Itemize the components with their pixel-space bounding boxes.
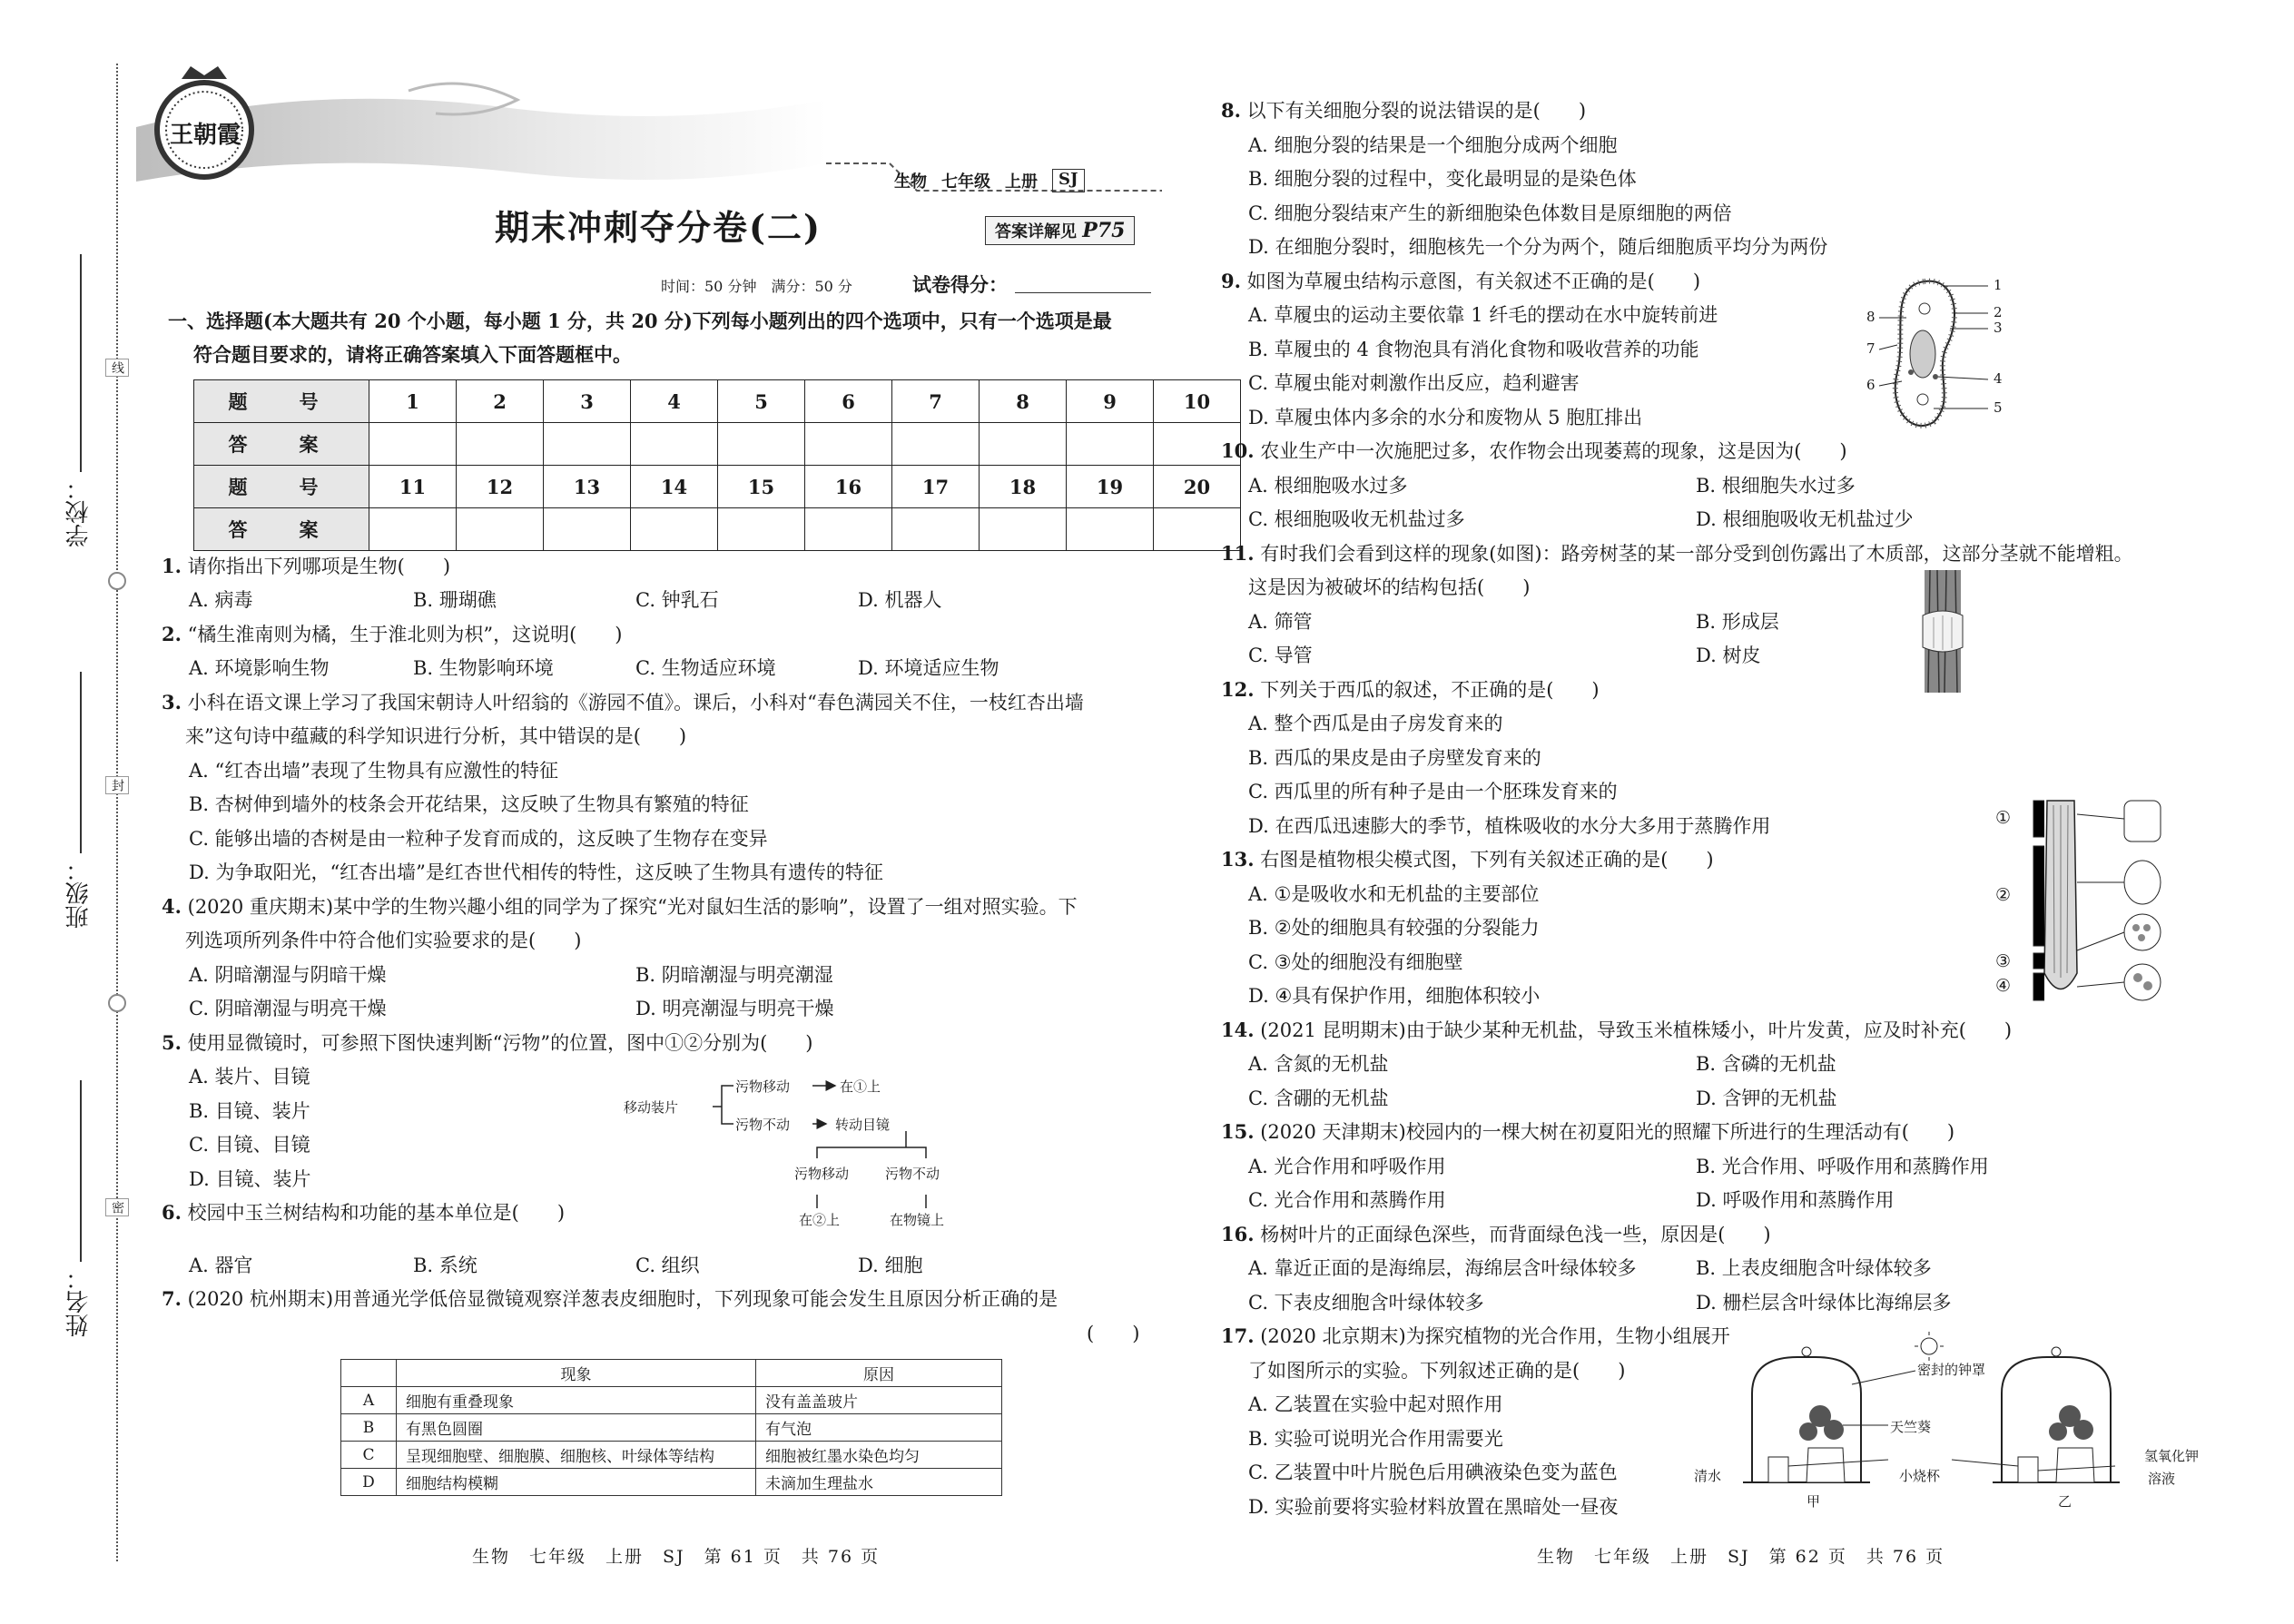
q8-option-a[interactable]: A. 细胞分裂的结果是一个细胞分成两个细胞 — [1248, 134, 1618, 156]
row-reason: 有气泡 — [756, 1414, 1002, 1442]
answer-blank[interactable] — [1067, 508, 1154, 551]
question-3 — [162, 686, 1084, 719]
num-cell: 7 — [892, 380, 980, 423]
question-number: 10. — [1221, 439, 1255, 462]
question-number: 16. — [1221, 1223, 1255, 1245]
num-cell: 16 — [805, 466, 892, 508]
row-reason: 细胞被红墨水染色均匀 — [756, 1442, 1002, 1469]
q10-option-b[interactable]: B. 根细胞失水过多 — [1696, 475, 1856, 497]
q17-option-c[interactable]: C. 乙装置中叶片脱色后用碘液染色变为蓝色 — [1248, 1462, 1618, 1483]
row-reason: 没有盖盖玻片 — [756, 1387, 1002, 1414]
name-field-line — [80, 1080, 82, 1262]
fig17-solution: 溶液 — [2148, 1471, 2176, 1487]
question-10 — [1221, 435, 1847, 468]
q9-option-b[interactable]: B. 草履虫的 4 食物泡具有消化食物和吸收营养的功能 — [1248, 339, 1699, 360]
q12-option-d[interactable]: D. 在西瓜迅速膨大的季节，植株吸收的水分大多用于蒸腾作用 — [1248, 815, 1771, 837]
q10-option-d[interactable]: D. 根细胞吸收无机盐过少 — [1696, 508, 1914, 530]
question-1 — [162, 550, 450, 583]
question-number: 8. — [1221, 99, 1241, 122]
answer-ref-badge — [985, 216, 1135, 245]
volume-tag: 上册 — [1005, 172, 1038, 192]
answer-blank[interactable] — [718, 423, 805, 466]
q14-option-b[interactable]: B. 含磷的无机盐 — [1696, 1053, 1836, 1075]
section1-instructions-line1: 一、选择题(本大题共有 20 个小题，每小题 1 分，共 20 分)下列每小题列出的四个选项中，只有一个选项是最 — [168, 310, 1112, 332]
q3-option-b[interactable]: B. 杏树伸到墙外的枝条会开花结果，这反映了生物具有繁殖的特征 — [189, 793, 749, 815]
binding-dotted-line — [116, 64, 118, 1561]
fig9-label-1: 1 — [1994, 277, 2003, 293]
row-reason: 未滴加生理盐水 — [756, 1469, 1002, 1496]
q15-option-b[interactable]: B. 光合作用、呼吸作用和蒸腾作用 — [1696, 1156, 1989, 1177]
num-label: 题 号 — [194, 380, 369, 423]
q6-option-d[interactable]: D. 细胞 — [858, 1255, 923, 1276]
question-stem: (2020 天津期末)校园内的一棵大树在初夏阳光的照耀下所进行的生理活动有( ) — [1260, 1121, 1955, 1143]
question-2 — [162, 618, 622, 651]
num-cell: 14 — [631, 466, 718, 508]
answer-blank[interactable] — [892, 508, 980, 551]
question-stem: 小科在语文课上学习了我国宋朝诗人叶绍翁的《游园不值》。课后，小科对“春色满园关不住，一枝红杏出墙 — [187, 692, 1084, 714]
binding-hole-top — [108, 572, 126, 590]
score-label: 试卷得分： — [912, 273, 1008, 296]
q1-option-a[interactable]: A. 病毒 — [189, 589, 253, 611]
q11-option-c[interactable]: C. 导管 — [1248, 645, 1313, 666]
q2-option-b[interactable]: B. 生物影响环境 — [413, 657, 554, 679]
answer-blank[interactable] — [544, 423, 631, 466]
num-cell: 20 — [1154, 466, 1241, 508]
q16-option-c[interactable]: C. 下表皮细胞含叶绿体较多 — [1248, 1292, 1484, 1314]
question-number: 3. — [162, 691, 182, 714]
num-cell: 9 — [1067, 380, 1154, 423]
row-letter: A — [341, 1387, 397, 1414]
grade-tag: 七年级 — [941, 172, 990, 192]
q7-phenomenon-table — [340, 1359, 1002, 1496]
question-number: 11. — [1221, 542, 1255, 565]
answer-blank[interactable] — [980, 508, 1067, 551]
q15-option-d[interactable]: D. 呼吸作用和蒸腾作用 — [1696, 1189, 1895, 1211]
q10-option-c[interactable]: C. 根细胞吸收无机盐过多 — [1248, 508, 1465, 530]
q1-option-d[interactable]: D. 机器人 — [858, 589, 942, 611]
question-number: 2. — [162, 623, 182, 645]
fig9-label-8: 8 — [1866, 309, 1876, 325]
answer-blank[interactable] — [805, 423, 892, 466]
fig13-label-4: ④ — [1995, 976, 2012, 996]
num-cell: 8 — [980, 380, 1067, 423]
answer-blank[interactable] — [805, 508, 892, 551]
answer-blank[interactable] — [631, 508, 718, 551]
answer-blank[interactable] — [457, 508, 544, 551]
q13-option-b[interactable]: B. ②处的细胞具有较强的分裂能力 — [1248, 917, 1540, 939]
binding-hole-bottom — [108, 994, 126, 1012]
edition-tag: SJ — [1052, 169, 1085, 192]
q15-option-c[interactable]: C. 光合作用和蒸腾作用 — [1248, 1189, 1446, 1211]
table-header-row — [341, 1360, 1002, 1387]
question-9 — [1221, 265, 1700, 298]
question-stem: 右图是植物根尖模式图，下列有关叙述正确的是( ) — [1260, 849, 1714, 871]
num-cell: 12 — [457, 466, 544, 508]
q17-option-b[interactable]: B. 实验可说明光合作用需要光 — [1248, 1428, 1503, 1450]
answer-ref-page: P75 — [1082, 219, 1126, 242]
q11-option-a[interactable]: A. 筛管 — [1248, 611, 1313, 633]
fig9-label-4: 4 — [1994, 370, 2003, 387]
q12-option-c[interactable]: C. 西瓜里的所有种子是由一个胚珠发育来的 — [1248, 781, 1618, 802]
q16-option-d[interactable]: D. 栅栏层含叶绿体比海绵层多 — [1696, 1292, 1952, 1314]
fig17-beaker: 小烧杯 — [1899, 1468, 1941, 1484]
footer-left: 生物 七年级 上册 SJ 第 61 页 共 76 页 — [472, 1547, 881, 1567]
num-cell: 15 — [718, 466, 805, 508]
row-phenomenon: 有黑色圆圈 — [397, 1414, 756, 1442]
flow-dirt-moves-2: 污物移动 — [794, 1166, 850, 1182]
table-row — [341, 1469, 1002, 1496]
fig9-label-3: 3 — [1994, 320, 2003, 336]
flow-on-2: 在②上 — [799, 1212, 841, 1228]
answer-row-blanks-2 — [194, 508, 1241, 551]
tree-trunk-diagram — [1915, 570, 1970, 693]
q3-option-c[interactable]: C. 能够出墙的杏树是由一粒种子发育而成的，这反映了生物存在变异 — [189, 828, 768, 850]
question-number: 7. — [162, 1287, 182, 1310]
q1-option-c[interactable]: C. 钟乳石 — [635, 589, 719, 611]
question-stem: 下列关于西瓜的叙述，不正确的是( ) — [1260, 679, 1600, 701]
fig17-yi: 乙 — [2058, 1493, 2072, 1510]
answer-row-numbers-2 — [194, 466, 1241, 508]
flow-move-slide: 移动装片 — [624, 1099, 679, 1116]
table-row — [341, 1414, 1002, 1442]
row-letter: C — [341, 1442, 397, 1469]
q4-option-b[interactable]: B. 阴暗潮湿与明亮潮湿 — [635, 964, 833, 986]
q6-option-a[interactable]: A. 器官 — [189, 1255, 253, 1276]
question-number: 5. — [162, 1031, 182, 1054]
q2-option-d[interactable]: D. 环境适应生物 — [858, 657, 999, 679]
fig17-jia: 甲 — [1807, 1493, 1821, 1510]
q8-option-b[interactable]: B. 细胞分裂的过程中，变化最明显的是染色体 — [1248, 168, 1637, 190]
question-stem: “橘生淮南则为橘，生于淮北则为枳”，这说明( ) — [187, 624, 623, 645]
row-phenomenon: 呈现细胞壁、细胞膜、细胞核、叶绿体等结构 — [397, 1442, 756, 1469]
question-stem: (2021 昆明期末)由于缺少某种无机盐，导致玉米植株矮小，叶片发黄，应及时补充( ) — [1260, 1019, 2013, 1041]
flow-dirt-moves-1: 污物移动 — [735, 1078, 791, 1095]
q3-option-d[interactable]: D. 为争取阳光，“红杏出墙”是红杏世代相传的特性，这反映了生物具有遗传的特征 — [189, 861, 883, 883]
answer-blank[interactable] — [718, 508, 805, 551]
fig9-label-6: 6 — [1866, 377, 1876, 393]
num-cell: 13 — [544, 466, 631, 508]
q12-option-b[interactable]: B. 西瓜的果皮是由子房壁发育来的 — [1248, 747, 1541, 769]
question-number: 9. — [1221, 270, 1241, 292]
seal-word-secret: 密 — [105, 1198, 129, 1216]
q1-option-b[interactable]: B. 珊瑚礁 — [413, 589, 497, 611]
q9-option-d[interactable]: D. 草履虫体内多余的水分和废物从 5 胞肛排出 — [1248, 407, 1643, 428]
q5-option-a[interactable]: A. 装片、目镜 — [189, 1066, 310, 1088]
question-17-stem-cont: 了如图所示的实验。下列叙述正确的是( ) — [1248, 1360, 1626, 1382]
q11-option-b[interactable]: B. 形成层 — [1696, 611, 1779, 633]
q13-option-a[interactable]: A. ①是吸收水和无机盐的主要部位 — [1248, 883, 1540, 905]
q13-option-d[interactable]: D. ④具有保护作用，细胞体积较小 — [1248, 985, 1541, 1007]
row-phenomenon: 细胞有重叠现象 — [397, 1387, 756, 1414]
name-label: 姓名： — [65, 1266, 93, 1337]
time-score-line: 时间：50 分钟 满分：50 分 — [661, 278, 852, 295]
q14-option-c[interactable]: C. 含硼的无机盐 — [1248, 1088, 1389, 1109]
q8-option-c[interactable]: C. 细胞分裂结束产生的新细胞染色体数目是原细胞的两倍 — [1248, 202, 1732, 224]
question-stem: 农业生产中一次施肥过多，农作物会出现萎蔫的现象，这是因为( ) — [1260, 440, 1847, 462]
question-stem: (2020 北京期末)为探究植物的光合作用，生物小组展开 — [1260, 1325, 1730, 1347]
fig13-label-3: ③ — [1995, 951, 2012, 971]
num-cell: 3 — [544, 380, 631, 423]
num-cell: 17 — [892, 466, 980, 508]
q11-option-d[interactable]: D. 树皮 — [1696, 645, 1761, 666]
q8-option-d[interactable]: D. 在细胞分裂时，细胞核先一个分为两个，随后细胞质平均分为两份 — [1248, 236, 1828, 258]
q4-option-d[interactable]: D. 明亮潮湿与明亮干燥 — [635, 998, 834, 1019]
question-number: 4. — [162, 895, 182, 918]
q6-option-c[interactable]: C. 组织 — [635, 1255, 700, 1276]
question-number: 17. — [1221, 1324, 1255, 1347]
flow-dirt-still-2: 污物不动 — [885, 1166, 940, 1182]
q4-option-a[interactable]: A. 阴暗潮湿与阴暗干燥 — [189, 964, 387, 986]
logo-text: 王朝霞 — [170, 122, 241, 149]
question-7-answer-bracket[interactable]: ( ) — [1087, 1323, 1140, 1344]
question-number: 6. — [162, 1201, 182, 1224]
q5-option-b[interactable]: B. 目镜、装片 — [189, 1100, 310, 1122]
question-12 — [1221, 674, 1600, 706]
question-stem: 校园中玉兰树结构和功能的基本单位是( ) — [187, 1202, 566, 1224]
answer-blank[interactable] — [1067, 423, 1154, 466]
row-phenomenon: 细胞结构模糊 — [397, 1469, 756, 1496]
flow-on-1: 在①上 — [840, 1078, 881, 1095]
answer-blank[interactable] — [631, 423, 718, 466]
question-stem: (2020 重庆期末)某中学的生物兴趣小组的同学为了探究“光对鼠妇生活的影响”，设置了一组对照实验。下 — [187, 896, 1078, 918]
fig13-label-1: ① — [1995, 808, 2012, 828]
question-number: 12. — [1221, 678, 1255, 701]
q15-option-a[interactable]: A. 光合作用和呼吸作用 — [1248, 1156, 1446, 1177]
answer-blank[interactable] — [369, 423, 457, 466]
table-row — [341, 1442, 1002, 1469]
answer-blank[interactable] — [892, 423, 980, 466]
q9-option-c[interactable]: C. 草履虫能对刺激作出反应，趋利避害 — [1248, 372, 1580, 394]
school-label: 学校： — [65, 477, 93, 547]
flow-dirt-still-1: 污物不动 — [735, 1117, 791, 1133]
question-11-stem-cont: 这是因为被破坏的结构包括( ) — [1248, 576, 1531, 598]
question-13 — [1221, 843, 1714, 876]
fig17-bell-jar: 密封的钟罩 — [1917, 1362, 1986, 1378]
q2-option-c[interactable]: C. 生物适应环境 — [635, 657, 776, 679]
q16-option-a[interactable]: A. 靠近正面的是海绵层，海绵层含叶绿体较多 — [1248, 1257, 1637, 1279]
question-16 — [1221, 1218, 1771, 1251]
question-number: 1. — [162, 555, 182, 577]
q17-option-d[interactable]: D. 实验前要将实验材料放置在黑暗处一昼夜 — [1248, 1496, 1619, 1518]
q9-option-a[interactable]: A. 草履虫的运动主要依靠 1 纤毛的摆动在水中旋转前进 — [1248, 304, 1718, 326]
question-stem: 以下有关细胞分裂的说法错误的是( ) — [1246, 100, 1587, 122]
question-8 — [1221, 94, 1586, 127]
section1-instructions-line2: 符合题目要求的，请将正确答案填入下面答题框中。 — [193, 343, 632, 366]
flow-rotate-eyepiece: 转动目镜 — [835, 1117, 891, 1133]
fig9-label-5: 5 — [1994, 399, 2003, 416]
footer-right: 生物 七年级 上册 SJ 第 62 页 共 76 页 — [1537, 1547, 1945, 1567]
question-4-stem-cont: 列选项所列条件中符合他们实验要求的是( ) — [185, 930, 582, 951]
num-cell: 4 — [631, 380, 718, 423]
question-stem: 如图为草履虫结构示意图，有关叙述不正确的是( ) — [1246, 271, 1701, 292]
question-number: 15. — [1221, 1120, 1255, 1143]
answer-sheet-table — [193, 379, 1241, 551]
ans-label: 答 案 — [194, 423, 369, 466]
table-corner-cell — [341, 1360, 397, 1387]
q2-option-a[interactable]: A. 环境影响生物 — [189, 657, 330, 679]
class-label: 班级： — [65, 858, 93, 929]
root-tip-diagram — [2006, 792, 2179, 1009]
fig17-koh: 氢氧化钾 — [2144, 1448, 2200, 1464]
answer-blank[interactable] — [980, 423, 1067, 466]
q4-option-c[interactable]: C. 阴暗潮湿与明亮干燥 — [189, 998, 387, 1019]
subject-tag: 生物 — [894, 172, 927, 192]
question-number: 14. — [1221, 1019, 1255, 1041]
question-3-stem-cont: 来”这句诗中蕴藏的科学知识进行分析，其中错误的是( ) — [185, 725, 687, 747]
fig13-label-2: ② — [1995, 885, 2012, 905]
num-cell: 1 — [369, 380, 457, 423]
fig9-label-2: 2 — [1994, 304, 2003, 320]
subject-tags — [894, 169, 1085, 192]
answer-ref-label: 答案详解见 — [995, 222, 1077, 241]
question-7 — [162, 1283, 1058, 1315]
question-4 — [162, 891, 1078, 923]
question-number: 13. — [1221, 848, 1255, 871]
num-cell: 18 — [980, 466, 1067, 508]
num-cell: 6 — [805, 380, 892, 423]
q10-option-a[interactable]: A. 根细胞吸水过多 — [1248, 475, 1408, 497]
paramecium-diagram — [1870, 272, 2006, 431]
q6-option-b[interactable]: B. 系统 — [413, 1255, 478, 1276]
question-stem: 使用显微镜时，可参照下图快速判断“污物”的位置，图中①②分别为( ) — [187, 1032, 813, 1054]
question-stem: 杨树叶片的正面绿色深些，而背面绿色浅一些，原因是( ) — [1260, 1224, 1771, 1245]
question-5 — [162, 1027, 812, 1059]
table-header-reason: 原因 — [756, 1360, 1002, 1387]
question-17 — [1221, 1320, 1730, 1353]
fig17-water: 清水 — [1694, 1468, 1722, 1484]
q14-option-d[interactable]: D. 含钾的无机盐 — [1696, 1088, 1837, 1109]
answer-blank[interactable] — [457, 423, 544, 466]
answer-blank[interactable] — [369, 508, 457, 551]
seal-word-line: 线 — [105, 359, 129, 377]
question-stem: (2020 杭州期末)用普通光学低倍显微镜观察洋葱表皮细胞时，下列现象可能会发生且原因分析正确的是 — [187, 1288, 1058, 1310]
q13-option-c[interactable]: C. ③处的细胞没有细胞壁 — [1248, 951, 1463, 973]
fig9-label-7: 7 — [1866, 340, 1876, 357]
flow-on-objective: 在物镜上 — [890, 1212, 945, 1228]
bell-jar-experiment-diagram — [1743, 1330, 2142, 1507]
q16-option-b[interactable]: B. 上表皮细胞含叶绿体较多 — [1696, 1257, 1932, 1279]
q5-option-c[interactable]: C. 目镜、目镜 — [189, 1134, 310, 1156]
fig17-geranium: 天竺葵 — [1890, 1419, 1932, 1435]
question-14 — [1221, 1014, 2012, 1047]
answer-row-blanks-1 — [194, 423, 1241, 466]
question-11 — [1221, 537, 2133, 570]
school-field-line — [80, 254, 82, 472]
num-cell: 2 — [457, 380, 544, 423]
num-label: 题 号 — [194, 466, 369, 508]
question-6 — [162, 1196, 565, 1229]
q17-option-a[interactable]: A. 乙装置在实验中起对照作用 — [1248, 1393, 1503, 1415]
num-cell: 5 — [718, 380, 805, 423]
q12-option-a[interactable]: A. 整个西瓜是由子房发育来的 — [1248, 713, 1503, 734]
seal-word-seal: 封 — [105, 776, 129, 794]
q14-option-a[interactable]: A. 含氮的无机盐 — [1248, 1053, 1389, 1075]
question-stem: 请你指出下列哪项是生物( ) — [187, 556, 451, 577]
page-title: 期末冲刺夺分卷(二) — [495, 207, 822, 248]
num-cell: 10 — [1154, 380, 1241, 423]
question-15 — [1221, 1116, 1954, 1148]
sun-icon — [1915, 1332, 1944, 1361]
q5-option-d[interactable]: D. 目镜、装片 — [189, 1168, 311, 1190]
num-cell: 11 — [369, 466, 457, 508]
score-blank[interactable] — [1015, 292, 1151, 293]
answer-blank[interactable] — [544, 508, 631, 551]
answer-row-numbers-1 — [194, 380, 1241, 423]
row-letter: D — [341, 1469, 397, 1496]
table-header-phenomenon: 现象 — [397, 1360, 756, 1387]
class-field-line — [80, 672, 82, 853]
row-letter: B — [341, 1414, 397, 1442]
num-cell: 19 — [1067, 466, 1154, 508]
table-row — [341, 1387, 1002, 1414]
q3-option-a[interactable]: A. “红杏出墙”表现了生物具有应激性的特征 — [189, 760, 558, 782]
question-stem: 有时我们会看到这样的现象(如图)：路旁树茎的某一部分受到创伤露出了木质部，这部分茎就不能增粗。 — [1260, 543, 2133, 565]
ans-label: 答 案 — [194, 508, 369, 551]
